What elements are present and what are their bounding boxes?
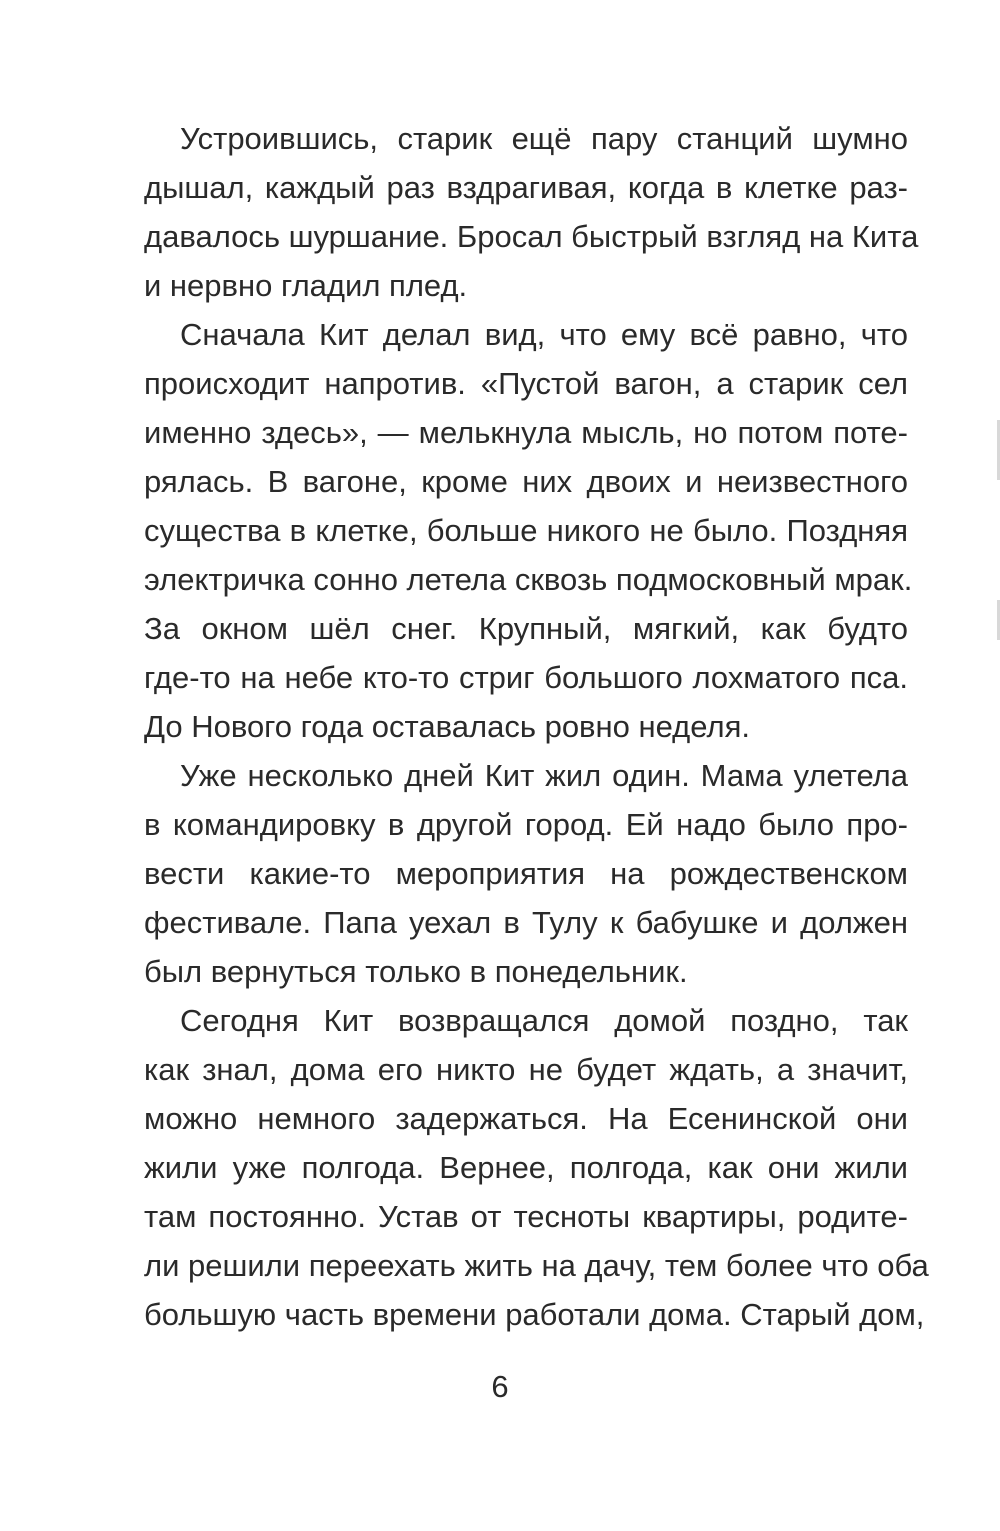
paragraph-2-line-5: существа в клетке, больше никого не было. Поздняя	[144, 513, 908, 548]
paragraph-3-line-3: вести какие-то мероприятия на рождественском	[144, 856, 908, 891]
paragraph-3-line-5: был вернуться только в понедельник.	[144, 954, 688, 989]
paragraph-1-line-4: и нервно гладил плед.	[144, 268, 468, 303]
paragraph-3-line-1: Уже несколько дней Кит жил один. Мама улетела	[180, 758, 908, 793]
paragraph-3-line-4: фестивале. Папа уехал в Тулу к бабушке и должен	[144, 905, 908, 940]
paragraph-2-line-7: За окном шёл снег. Крупный, мягкий, как будто	[144, 611, 908, 646]
paragraph-2-line-3: именно здесь», — мелькнула мысль, но потом поте-	[144, 415, 908, 450]
paragraph-2-line-4: рялась. В вагоне, кроме них двоих и неизвестного	[144, 464, 908, 499]
paragraph-1-line-3: давалось шуршание. Бросал быстрый взгляд на Кита	[144, 219, 919, 254]
paragraph-4-line-1: Сегодня Кит возвращался домой поздно, так	[180, 1003, 908, 1038]
paragraph-3-line-2: в командировку в другой город. Ей надо было про-	[144, 807, 908, 842]
paragraph-4-line-2: как знал, дома его никто не будет ждать, а значит,	[144, 1052, 908, 1087]
paragraph-2-line-2: происходит напротив. «Пустой вагон, а старик сел	[144, 366, 908, 401]
page-number: 6	[491, 1369, 509, 1404]
paragraph-4-line-4: жили уже полгода. Вернее, полгода, как они жили	[144, 1150, 908, 1185]
paragraph-2-line-6: электричка сонно летела сквозь подмосковный мрак.	[144, 562, 913, 597]
paragraph-1-line-2: дышал, каждый раз вздрагивая, когда в клетке раз-	[144, 170, 908, 205]
paragraph-4-line-7: большую часть времени работали дома. Старый дом,	[144, 1297, 925, 1332]
body-text	[144, 114, 929, 1339]
paragraph-4-line-6: ли решили переехать жить на дачу, тем более что оба	[144, 1248, 929, 1283]
paragraph-1-line-1: Устроившись, старик ещё пару станций шумно	[180, 121, 908, 156]
paragraph-2-line-1: Сначала Кит делал вид, что ему всё равно, что	[180, 317, 908, 352]
paragraph-2-line-9: До Нового года оставалась ровно неделя.	[144, 709, 750, 744]
paragraph-4-line-3: можно немного задержаться. На Есенинской они	[144, 1101, 908, 1136]
paragraph-2-line-8: где-то на небе кто-то стриг большого лохматого пса.	[144, 660, 908, 695]
paragraph-4-line-5: там постоянно. Устав от тесноты квартиры, родите-	[144, 1199, 908, 1234]
